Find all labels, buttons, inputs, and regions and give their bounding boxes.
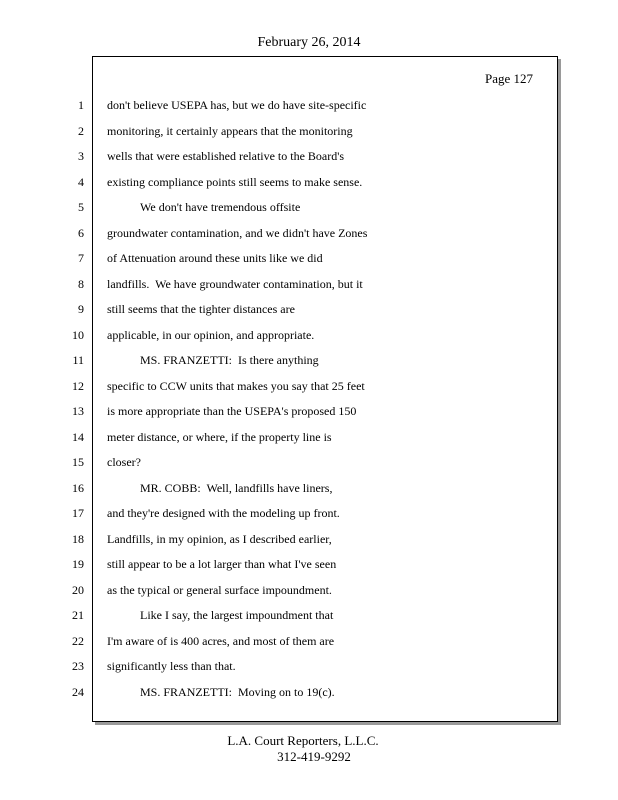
transcript-line: don't believe USEPA has, but we do have site-specific <box>107 98 367 112</box>
line-number: 18 <box>72 531 84 546</box>
transcript-line: specific to CCW units that makes you say that 25 feet <box>107 378 365 393</box>
page-number: Page 127 <box>484 71 533 86</box>
line-number: 20 <box>72 582 84 597</box>
line-number: 5 <box>78 200 84 214</box>
line-number: 4 <box>78 174 84 189</box>
transcript-line: I'm aware of is 400 acres, and most of them are <box>107 633 335 648</box>
line-number: 23 <box>72 659 84 673</box>
line-number: 24 <box>72 684 84 699</box>
line-number: 11 <box>72 353 84 367</box>
footer <box>0 733 618 765</box>
line-number: 22 <box>72 633 84 648</box>
transcript-line: of Attenuation around these units like we did <box>107 251 323 265</box>
speaker-line: MS. FRANZETTI: Moving on to 19(c). <box>140 684 335 699</box>
line-number: 12 <box>72 378 84 393</box>
line-number: 1 <box>78 98 84 112</box>
line-number: 14 <box>72 429 84 444</box>
speaker-line: MR. COBB: Well, landfills have liners, <box>140 480 333 495</box>
line-number: 6 <box>78 225 84 240</box>
transcript-text <box>107 93 547 705</box>
transcript-line: groundwater contamination, and we didn't have Zones <box>107 225 368 240</box>
line-number: 19 <box>72 557 84 571</box>
transcript-line: Landfills, in my opinion, as I described earlier, <box>107 531 332 546</box>
transcript-line: still seems that the tighter distances are <box>107 302 295 316</box>
line-number: 17 <box>72 506 84 520</box>
header-date: February 26, 2014 <box>257 35 361 50</box>
line-number: 15 <box>72 455 84 469</box>
transcript-line: wells that were established relative to the Board's <box>107 149 345 163</box>
line-number: 2 <box>78 123 84 138</box>
line-number: 16 <box>72 480 84 495</box>
speaker-line: MS. FRANZETTI: Is there anything <box>140 353 319 367</box>
transcript-line: monitoring, it certainly appears that the monitoring <box>107 123 353 138</box>
transcript-line: significantly less than that. <box>107 659 236 673</box>
transcript-line: and they're designed with the modeling up front. <box>107 506 340 520</box>
court-reporter-name: L.A. Court Reporters, L.L.C. <box>227 733 379 748</box>
line-number: 13 <box>72 404 84 418</box>
line-number: 9 <box>78 302 84 316</box>
transcript-line: existing compliance points still seems to make sense. <box>107 174 363 189</box>
transcript-line: meter distance, or where, if the property line is <box>107 429 332 444</box>
transcript-line: as the typical or general surface impoundment. <box>107 582 332 597</box>
line-number: 8 <box>78 276 84 291</box>
transcript-line: landfills. We have groundwater contamination, but it <box>107 276 363 291</box>
transcript-line: closer? <box>107 455 141 469</box>
transcript-line: applicable, in our opinion, and appropriate. <box>107 327 315 342</box>
line-number-column <box>0 93 84 705</box>
court-reporter-phone: 312-419-9292 <box>277 749 351 764</box>
transcript-line: Like I say, the largest impoundment that <box>140 608 334 622</box>
line-number: 10 <box>72 327 84 342</box>
transcript-line: still appear to be a lot larger than what I've seen <box>107 557 337 571</box>
transcript-line: is more appropriate than the USEPA's proposed 150 <box>107 404 357 418</box>
line-number: 21 <box>72 608 84 622</box>
line-number: 3 <box>78 149 84 163</box>
transcript-line: We don't have tremendous offsite <box>140 200 301 214</box>
line-number: 7 <box>78 251 84 265</box>
